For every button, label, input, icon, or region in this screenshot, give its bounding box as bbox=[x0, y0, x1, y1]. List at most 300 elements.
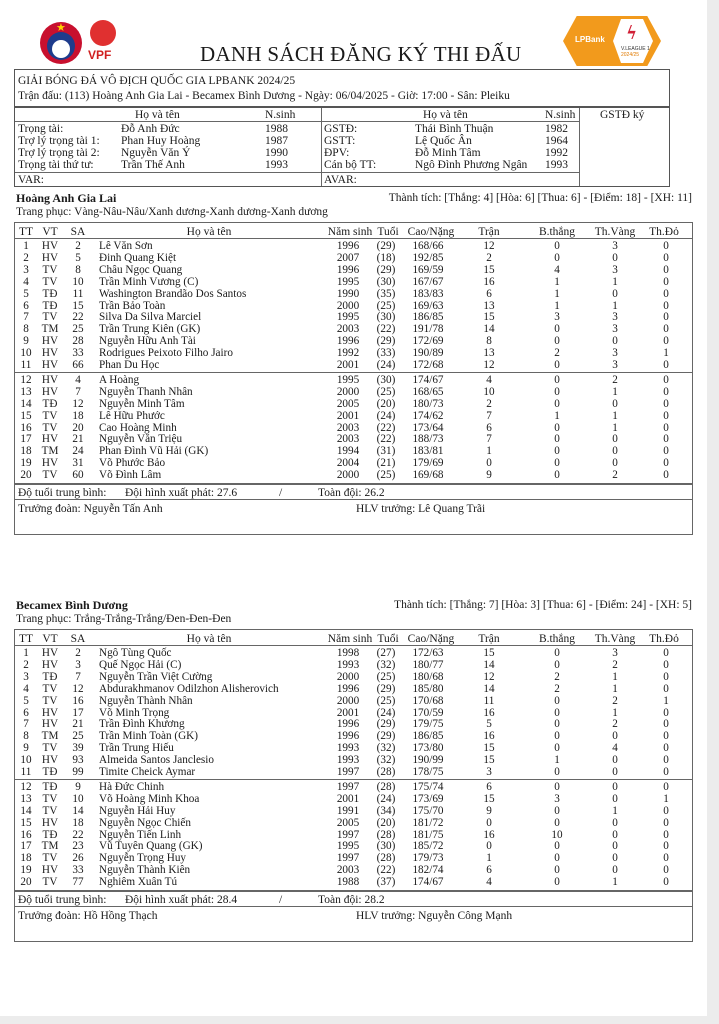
player-name-cell: Nguyễn Trọng Huy bbox=[99, 852, 187, 865]
age-cell: (37) bbox=[376, 876, 396, 889]
goals-cell: 0 bbox=[554, 385, 560, 398]
height-weight-cell: 169/68 bbox=[412, 469, 444, 482]
age-cell: (22) bbox=[376, 323, 396, 336]
yellow-cards-cell: 1 bbox=[612, 804, 618, 817]
player-name-cell: Đinh Quang Kiệt bbox=[99, 251, 177, 264]
matches-cell: 9 bbox=[486, 469, 492, 482]
player-row bbox=[15, 469, 692, 481]
official-name: Đỗ Anh Đức bbox=[121, 123, 180, 135]
birth-year-cell: 1996 bbox=[336, 682, 360, 695]
official-birth: 1990 bbox=[265, 147, 288, 159]
shirt-number-cell: 3 bbox=[75, 658, 81, 671]
red-cards-cell: 0 bbox=[663, 658, 669, 671]
red-cards-cell: 1 bbox=[663, 347, 669, 360]
red-cards-cell: 0 bbox=[663, 251, 669, 264]
goals-cell: 0 bbox=[554, 445, 560, 458]
height-weight-cell: 186/85 bbox=[412, 730, 444, 743]
shirt-number-cell: 16 bbox=[72, 694, 84, 707]
goals-cell: 3 bbox=[554, 311, 560, 324]
official-name: Đỗ Minh Tâm bbox=[415, 147, 481, 159]
age-cell: (29) bbox=[376, 718, 396, 731]
age-cell: (21) bbox=[376, 457, 396, 470]
yellow-cards-cell: 0 bbox=[612, 792, 618, 805]
official-birth: 1987 bbox=[265, 135, 288, 147]
shirt-number-cell: 18 bbox=[72, 409, 84, 422]
player-row bbox=[15, 359, 692, 371]
position-cell: TĐ bbox=[42, 670, 58, 683]
avg-age-label: Độ tuổi trung bình: bbox=[18, 894, 107, 906]
matches-cell: 3 bbox=[486, 766, 492, 778]
yellow-cards-cell: 1 bbox=[612, 299, 618, 312]
team-record: Thành tích: [Thắng: 7] [Hòa: 3] [Thua: 6] - [Điểm: 24] - [XH: 5] bbox=[394, 599, 692, 611]
goals-cell: 0 bbox=[554, 373, 560, 386]
age-cell: (28) bbox=[376, 766, 396, 778]
yellow-cards-cell: 0 bbox=[612, 397, 618, 410]
player-name-cell: Timite Cheick Aymar bbox=[99, 766, 196, 778]
head-coach: HLV trưởng: Nguyễn Công Mạnh bbox=[356, 910, 513, 922]
player-row bbox=[15, 817, 692, 829]
position-cell: HV bbox=[41, 647, 59, 659]
team-name: Becamex Bình Dương bbox=[16, 598, 128, 612]
goals-cell: 4 bbox=[554, 263, 560, 276]
yellow-cards-cell: 0 bbox=[612, 864, 618, 877]
matches-cell: 0 bbox=[486, 840, 492, 853]
official-birth: 1993 bbox=[545, 159, 568, 171]
team-name: Hoàng Anh Gia Lai bbox=[16, 191, 117, 205]
height-weight-cell: 178/75 bbox=[412, 766, 444, 778]
red-cards-cell: 0 bbox=[663, 718, 669, 731]
red-cards-cell: 0 bbox=[663, 876, 669, 889]
age-cell: (24) bbox=[376, 359, 396, 371]
birth-year-cell: 1997 bbox=[336, 852, 360, 865]
position-cell: TV bbox=[42, 804, 58, 817]
goals-cell: 0 bbox=[554, 421, 560, 434]
birth-year-cell: 1994 bbox=[336, 445, 360, 458]
tt-cell: 11 bbox=[20, 766, 32, 778]
birth-year-cell: 1995 bbox=[336, 275, 360, 288]
player-name-cell: Nguyễn Ngọc Chiến bbox=[99, 816, 191, 829]
player-name-cell: Phan Đình Vũ Hải (GK) bbox=[99, 445, 209, 458]
tt-cell: 16 bbox=[20, 421, 32, 434]
tt-cell: 13 bbox=[20, 385, 32, 398]
matches-cell: 15 bbox=[483, 263, 495, 276]
shirt-number-cell: 23 bbox=[72, 840, 84, 853]
shirt-number-cell: 10 bbox=[72, 275, 84, 288]
goals-cell: 0 bbox=[554, 658, 560, 671]
matches-cell: 14 bbox=[483, 323, 495, 336]
column-header-matches: Trận bbox=[478, 226, 500, 238]
player-row bbox=[15, 864, 692, 876]
goals-cell: 0 bbox=[554, 359, 560, 371]
red-cards-cell: 0 bbox=[663, 421, 669, 434]
yellow-cards-cell: 3 bbox=[612, 240, 618, 252]
birth-year-cell: 1990 bbox=[336, 287, 360, 300]
red-cards-cell: 0 bbox=[663, 397, 669, 410]
goals-cell: 0 bbox=[554, 852, 560, 865]
age-cell: (20) bbox=[376, 816, 396, 829]
birth-year-cell: 1991 bbox=[336, 804, 360, 817]
yellow-cards-cell: 2 bbox=[612, 718, 618, 731]
match-info: Trận đấu: (113) Hoàng Anh Gia Lai - Becamex Bình Dương - Ngày: 06/04/2025 - Giờ: 17:00 - Sân: Pleiku bbox=[18, 90, 510, 102]
age-cell: (27) bbox=[376, 647, 396, 659]
shirt-number-cell: 15 bbox=[72, 299, 84, 312]
red-cards-cell: 0 bbox=[663, 323, 669, 336]
goals-cell: 1 bbox=[554, 299, 560, 312]
player-name-cell: Rodrigues Peixoto Filho Jairo bbox=[99, 347, 233, 360]
tt-cell: 14 bbox=[20, 804, 32, 817]
yellow-cards-cell: 1 bbox=[612, 385, 618, 398]
matches-cell: 5 bbox=[486, 718, 492, 731]
player-row bbox=[15, 876, 692, 888]
height-weight-cell: 190/99 bbox=[412, 754, 444, 767]
birth-year-cell: 1996 bbox=[336, 718, 360, 731]
column-header-goals: B.thắng bbox=[538, 226, 576, 238]
age-cell: (30) bbox=[376, 840, 396, 853]
height-weight-cell: 174/67 bbox=[412, 876, 444, 889]
age-cell: (29) bbox=[376, 730, 396, 743]
matches-cell: 15 bbox=[483, 754, 495, 767]
birth-year-cell: 1995 bbox=[336, 311, 360, 324]
yellow-cards-cell: 3 bbox=[612, 359, 618, 371]
tt-cell: 11 bbox=[20, 359, 32, 371]
birth-year-cell: 1997 bbox=[336, 766, 360, 778]
column-header-birth-year: Năm sinh bbox=[327, 226, 373, 238]
red-cards-cell: 0 bbox=[663, 706, 669, 719]
avar-label: AVAR: bbox=[324, 174, 357, 186]
red-cards-cell: 0 bbox=[663, 299, 669, 312]
matches-cell: 13 bbox=[483, 299, 495, 312]
player-name-cell: Võ Minh Trọng bbox=[99, 706, 170, 719]
goals-cell: 1 bbox=[554, 275, 560, 288]
yellow-cards-cell: 0 bbox=[612, 730, 618, 743]
birth-year-cell: 2001 bbox=[336, 792, 360, 805]
player-row bbox=[15, 793, 692, 805]
tt-cell: 19 bbox=[20, 457, 32, 470]
position-cell: HV bbox=[41, 816, 59, 829]
birth-year-cell: 2000 bbox=[336, 670, 360, 683]
player-row bbox=[15, 840, 692, 852]
officials-col-birth-right: N.sinh bbox=[545, 109, 576, 121]
goals-cell: 0 bbox=[554, 780, 560, 793]
height-weight-cell: 170/59 bbox=[412, 706, 444, 719]
red-cards-cell: 0 bbox=[663, 335, 669, 348]
player-name-cell: Trần Trung Kiên (GK) bbox=[99, 323, 201, 336]
age-cell: (29) bbox=[376, 263, 396, 276]
position-cell: TV bbox=[42, 852, 58, 865]
document-header bbox=[0, 0, 707, 72]
goals-cell: 0 bbox=[554, 457, 560, 470]
official-name: Trần Thế Anh bbox=[121, 159, 185, 171]
height-weight-cell: 172/69 bbox=[412, 335, 444, 348]
position-cell: TV bbox=[42, 263, 58, 276]
goals-cell: 0 bbox=[554, 766, 560, 778]
age-cell: (18) bbox=[376, 251, 396, 264]
matches-cell: 12 bbox=[483, 670, 495, 683]
player-name-cell: Washington Brandão Dos Santos bbox=[99, 287, 247, 300]
age-cell: (24) bbox=[376, 409, 396, 422]
document-title: DANH SÁCH ĐĂNG KÝ THI ĐẤU bbox=[200, 42, 522, 66]
avg-age-separator: / bbox=[279, 894, 283, 906]
birth-year-cell: 1992 bbox=[336, 347, 360, 360]
position-cell: HV bbox=[41, 754, 59, 767]
player-name-cell: Trần Đình Khương bbox=[99, 718, 185, 731]
goals-cell: 0 bbox=[554, 469, 560, 482]
yellow-cards-cell: 0 bbox=[612, 828, 618, 841]
red-cards-cell: 0 bbox=[663, 445, 669, 458]
age-cell: (22) bbox=[376, 433, 396, 446]
player-name-cell: Silva Da Silva Marciel bbox=[99, 311, 202, 324]
player-name-cell: Abdurakhmanov Odilzhon Alisherovich bbox=[99, 682, 279, 695]
birth-year-cell: 2000 bbox=[336, 469, 360, 482]
column-header-yellow-cards: Th.Vàng bbox=[594, 226, 636, 238]
player-name-cell: Lê Hữu Phước bbox=[99, 409, 165, 422]
goals-cell: 0 bbox=[554, 433, 560, 446]
matches-cell: 16 bbox=[483, 706, 495, 719]
player-row bbox=[15, 445, 692, 457]
column-header-yellow-cards: Th.Vàng bbox=[594, 633, 636, 645]
vleague-lpbank-logo-icon: LPBank ϟ V.LEAGUE 1 2024/25 bbox=[563, 16, 661, 66]
yellow-cards-cell: 2 bbox=[612, 469, 618, 482]
tt-cell: 4 bbox=[23, 275, 29, 288]
yellow-cards-cell: 0 bbox=[612, 840, 618, 853]
matches-cell: 15 bbox=[483, 647, 495, 659]
player-row bbox=[15, 766, 692, 778]
birth-year-cell: 1996 bbox=[336, 240, 360, 252]
height-weight-cell: 168/65 bbox=[412, 385, 444, 398]
yellow-cards-cell: 0 bbox=[612, 766, 618, 778]
height-weight-cell: 172/68 bbox=[412, 359, 444, 371]
tt-cell: 10 bbox=[20, 347, 32, 360]
player-name-cell: Trần Bảo Toàn bbox=[99, 299, 166, 312]
height-weight-cell: 180/77 bbox=[412, 658, 444, 671]
officials-col-name: Họ và tên bbox=[135, 109, 180, 121]
column-header-position: VT bbox=[42, 226, 58, 238]
official-name: Thái Bình Thuận bbox=[415, 123, 494, 135]
position-cell: HV bbox=[41, 385, 59, 398]
red-cards-cell: 0 bbox=[663, 804, 669, 817]
matches-cell: 2 bbox=[486, 397, 492, 410]
matches-cell: 7 bbox=[486, 409, 492, 422]
yellow-cards-cell: 1 bbox=[612, 275, 618, 288]
shirt-number-cell: 39 bbox=[72, 742, 84, 755]
red-cards-cell: 0 bbox=[663, 287, 669, 300]
shirt-number-cell: 8 bbox=[75, 263, 81, 276]
team-kit: Trang phục: Trắng-Trắng-Trắng/Đen-Đen-Đen bbox=[16, 613, 232, 625]
staff-box bbox=[14, 499, 693, 535]
yellow-cards-cell: 3 bbox=[612, 347, 618, 360]
birth-year-cell: 2003 bbox=[336, 864, 360, 877]
column-header-birth-year: Năm sinh bbox=[327, 633, 373, 645]
official-role: GSTĐ: bbox=[324, 123, 358, 135]
goals-cell: 0 bbox=[554, 251, 560, 264]
avg-age-label: Độ tuổi trung bình: bbox=[18, 487, 107, 499]
age-cell: (29) bbox=[376, 240, 396, 252]
red-cards-cell: 0 bbox=[663, 828, 669, 841]
matches-cell: 12 bbox=[483, 359, 495, 371]
position-cell: TĐ bbox=[42, 828, 58, 841]
shirt-number-cell: 25 bbox=[72, 730, 84, 743]
player-name-cell: Trần Minh Toàn (GK) bbox=[99, 730, 198, 743]
player-name-cell: Trần Trung Hiếu bbox=[99, 742, 174, 755]
official-role: ĐPV: bbox=[324, 147, 350, 159]
position-cell: TĐ bbox=[42, 766, 58, 778]
officials-box bbox=[14, 107, 670, 187]
goals-cell: 0 bbox=[554, 742, 560, 755]
position-cell: TĐ bbox=[42, 299, 58, 312]
official-birth: 1988 bbox=[265, 123, 288, 135]
shirt-number-cell: 4 bbox=[75, 373, 81, 386]
position-cell: TV bbox=[42, 694, 58, 707]
player-name-cell: Trần Minh Vương (C) bbox=[99, 275, 199, 288]
player-name-cell: Nguyễn Hữu Anh Tài bbox=[99, 335, 196, 348]
position-cell: HV bbox=[41, 433, 59, 446]
tt-cell: 13 bbox=[20, 792, 32, 805]
tt-cell: 14 bbox=[20, 397, 32, 410]
red-cards-cell: 0 bbox=[663, 864, 669, 877]
birth-year-cell: 1996 bbox=[336, 263, 360, 276]
red-cards-cell: 1 bbox=[663, 694, 669, 707]
age-cell: (32) bbox=[376, 754, 396, 767]
player-name-cell: Nguyễn Thành Nhân bbox=[99, 694, 193, 707]
player-row bbox=[15, 683, 692, 695]
competition-name: GIẢI BÓNG ĐÁ VÔ ĐỊCH QUỐC GIA LPBANK 2024/25 bbox=[18, 75, 296, 87]
column-header-red-cards: Th.Đỏ bbox=[649, 633, 679, 645]
tt-cell: 18 bbox=[20, 852, 32, 865]
position-cell: TĐ bbox=[42, 780, 58, 793]
matches-cell: 12 bbox=[483, 240, 495, 252]
birth-year-cell: 1993 bbox=[336, 658, 360, 671]
average-age-box bbox=[14, 484, 693, 500]
shirt-number-cell: 66 bbox=[72, 359, 84, 371]
avg-age-starting: Đội hình xuất phát: 28.4 bbox=[125, 894, 238, 906]
column-header-matches: Trận bbox=[478, 633, 500, 645]
red-cards-cell: 1 bbox=[663, 792, 669, 805]
red-cards-cell: 0 bbox=[663, 373, 669, 386]
shirt-number-cell: 2 bbox=[75, 647, 81, 659]
birth-year-cell: 1998 bbox=[336, 647, 360, 659]
position-cell: TV bbox=[42, 409, 58, 422]
red-cards-cell: 0 bbox=[663, 840, 669, 853]
position-cell: HV bbox=[41, 347, 59, 360]
player-table bbox=[14, 222, 693, 484]
shirt-number-cell: 12 bbox=[72, 682, 84, 695]
officials-col-name-right: Họ và tên bbox=[423, 109, 468, 121]
red-cards-cell: 0 bbox=[663, 730, 669, 743]
position-cell: TĐ bbox=[42, 397, 58, 410]
officials-col-sign: GSTĐ ký bbox=[600, 109, 645, 121]
shirt-number-cell: 93 bbox=[72, 754, 84, 767]
shirt-number-cell: 17 bbox=[72, 706, 84, 719]
player-row bbox=[15, 422, 692, 434]
matches-cell: 2 bbox=[486, 251, 492, 264]
red-cards-cell: 0 bbox=[663, 852, 669, 865]
red-cards-cell: 0 bbox=[663, 754, 669, 767]
average-age-box bbox=[14, 891, 693, 907]
shirt-number-cell: 7 bbox=[75, 385, 81, 398]
age-cell: (30) bbox=[376, 275, 396, 288]
yellow-cards-cell: 0 bbox=[612, 754, 618, 767]
height-weight-cell: 192/85 bbox=[412, 251, 444, 264]
player-name-cell: Nguyễn Hải Huy bbox=[99, 804, 176, 817]
shirt-number-cell: 2 bbox=[75, 240, 81, 252]
tt-cell: 2 bbox=[23, 658, 29, 671]
vertical-scrollbar[interactable] bbox=[707, 0, 719, 1024]
goals-cell: 0 bbox=[554, 323, 560, 336]
matches-cell: 15 bbox=[483, 311, 495, 324]
matches-cell: 6 bbox=[486, 421, 492, 434]
matches-cell: 11 bbox=[483, 694, 495, 707]
tt-cell: 18 bbox=[20, 445, 32, 458]
officials-col-birth: N.sinh bbox=[265, 109, 296, 121]
official-role: Cán bộ TT: bbox=[324, 159, 377, 171]
matches-cell: 4 bbox=[486, 876, 492, 889]
age-cell: (28) bbox=[376, 780, 396, 793]
age-cell: (22) bbox=[376, 864, 396, 877]
position-cell: TV bbox=[42, 682, 58, 695]
player-row bbox=[15, 398, 692, 410]
age-cell: (25) bbox=[376, 694, 396, 707]
goals-cell: 0 bbox=[554, 864, 560, 877]
goals-cell: 0 bbox=[554, 804, 560, 817]
player-name-cell: Nguyễn Thành Kiên bbox=[99, 864, 191, 877]
tt-cell: 6 bbox=[23, 706, 29, 719]
position-cell: TĐ bbox=[42, 287, 58, 300]
height-weight-cell: 175/74 bbox=[412, 780, 444, 793]
shirt-number-cell: 20 bbox=[72, 421, 84, 434]
player-name-cell: Phan Du Học bbox=[99, 359, 160, 371]
shirt-number-cell: 24 bbox=[72, 445, 84, 458]
yellow-cards-cell: 4 bbox=[612, 742, 618, 755]
height-weight-cell: 186/85 bbox=[412, 311, 444, 324]
matches-cell: 16 bbox=[483, 828, 495, 841]
tt-cell: 6 bbox=[23, 299, 29, 312]
official-role: Trợ lý trọng tài 1: bbox=[18, 135, 100, 147]
height-weight-cell: 170/68 bbox=[412, 694, 444, 707]
height-weight-cell: 191/78 bbox=[412, 323, 444, 336]
goals-cell: 0 bbox=[554, 840, 560, 853]
red-cards-cell: 0 bbox=[663, 766, 669, 778]
red-cards-cell: 0 bbox=[663, 816, 669, 829]
red-cards-cell: 0 bbox=[663, 433, 669, 446]
birth-year-cell: 2001 bbox=[336, 409, 360, 422]
yellow-cards-cell: 1 bbox=[612, 409, 618, 422]
position-cell: TV bbox=[42, 742, 58, 755]
tt-cell: 12 bbox=[20, 780, 32, 793]
column-header-player-name: Họ và tên bbox=[186, 633, 232, 645]
player-table bbox=[14, 629, 693, 891]
goals-cell: 1 bbox=[554, 409, 560, 422]
player-row bbox=[15, 288, 692, 300]
tt-cell: 4 bbox=[23, 682, 29, 695]
height-weight-cell: 183/81 bbox=[412, 445, 444, 458]
player-name-cell: Vũ Tuyên Quang (GK) bbox=[99, 840, 203, 853]
team-manager: Trưởng đoàn: Nguyễn Tấn Anh bbox=[18, 503, 163, 515]
column-header-position: VT bbox=[42, 633, 58, 645]
shirt-number-cell: 12 bbox=[72, 397, 84, 410]
player-row bbox=[15, 347, 692, 359]
avg-age-all: Toàn đội: 26.2 bbox=[318, 487, 385, 499]
column-header-age: Tuổi bbox=[377, 633, 399, 645]
official-birth: 1992 bbox=[545, 147, 568, 159]
red-cards-cell: 0 bbox=[663, 385, 669, 398]
height-weight-cell: 173/69 bbox=[412, 792, 444, 805]
player-row bbox=[15, 300, 692, 312]
official-name: Ngô Đình Phương Ngân bbox=[415, 159, 528, 171]
column-header-age: Tuổi bbox=[377, 226, 399, 238]
height-weight-cell: 179/75 bbox=[412, 718, 444, 731]
player-name-cell: Ngô Tùng Quốc bbox=[99, 647, 172, 659]
tt-cell: 15 bbox=[20, 816, 32, 829]
